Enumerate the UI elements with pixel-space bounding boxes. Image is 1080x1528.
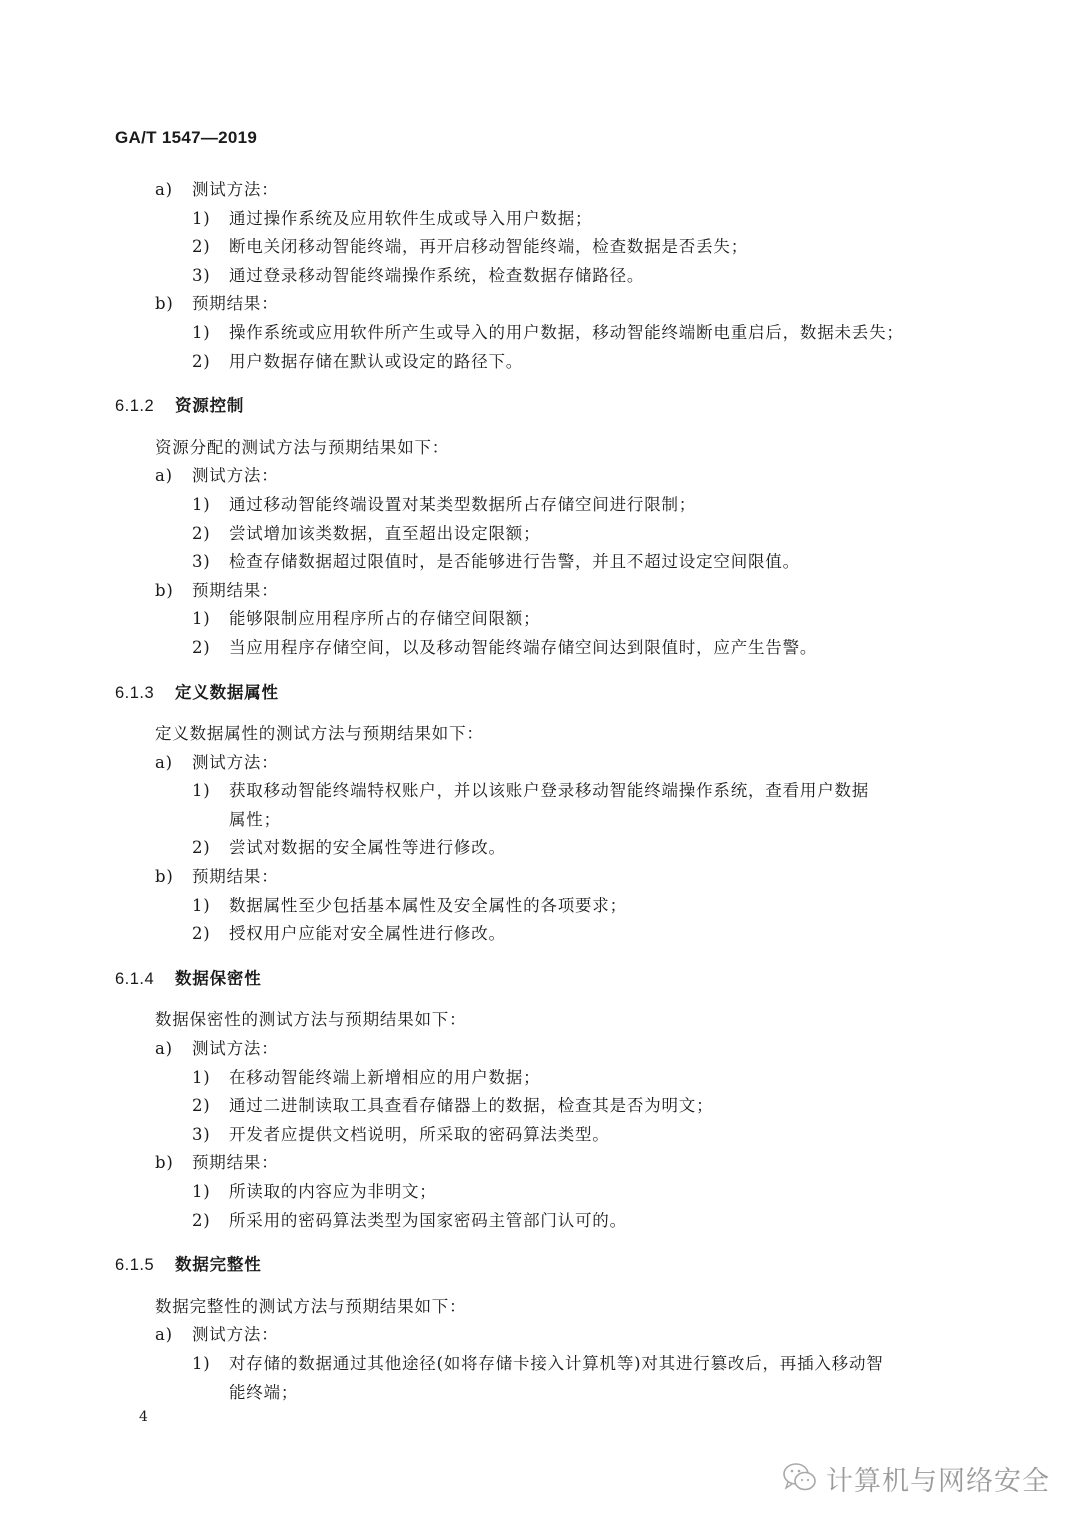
line-text: 预期结果： xyxy=(192,580,279,600)
line-text: 测试方法： xyxy=(192,466,279,486)
line-text: 所采用的密码算法类型为国家密码主管部门认可的。 xyxy=(229,1210,627,1230)
line-text: 在移动智能终端上新增相应的用户数据； xyxy=(229,1067,541,1087)
section-title: 资源控制 xyxy=(175,396,245,416)
list-marker: 3) xyxy=(192,265,211,285)
line-text: 属性； xyxy=(229,809,281,829)
line-text: 测试方法： xyxy=(192,180,279,199)
section-intro xyxy=(0,1006,1080,1035)
section-number: 6.1.2 xyxy=(115,397,155,416)
wechat-icon xyxy=(782,1462,818,1494)
list-marker: 1) xyxy=(192,1353,211,1373)
section-title: 数据完整性 xyxy=(175,1255,262,1275)
section-heading xyxy=(0,965,1080,994)
section-intro xyxy=(0,434,1080,463)
list-marker: 2) xyxy=(192,1210,211,1230)
list-item xyxy=(0,892,1080,921)
list-marker: 1) xyxy=(192,322,211,342)
list-item xyxy=(0,233,1080,262)
list-marker: 1) xyxy=(192,494,211,514)
list-marker: 2) xyxy=(192,1096,211,1116)
line-text: 对存储的数据通过其他途径(如将存储卡接入计算机等)对其进行篡改后，再插入移动智 xyxy=(229,1353,884,1373)
list-item xyxy=(0,1121,1080,1150)
line-text: 操作系统或应用软件所产生或导入的用户数据，移动智能终端断电重启后，数据未丢失； xyxy=(229,322,904,342)
list-item xyxy=(0,520,1080,549)
section-number: 6.1.4 xyxy=(115,969,155,988)
line-text: 预期结果： xyxy=(192,867,279,887)
section-heading xyxy=(0,392,1080,421)
list-marker: 2) xyxy=(192,523,211,543)
line-text: 定义数据属性的测试方法与预期结果如下： xyxy=(155,724,484,744)
line-text: 预期结果： xyxy=(192,1153,279,1173)
line-text: 尝试对数据的安全属性等进行修改。 xyxy=(229,838,506,858)
line-text: 测试方法： xyxy=(192,1325,279,1345)
list-marker: b) xyxy=(155,580,174,600)
line-text: 授权用户应能对安全属性进行修改。 xyxy=(229,924,506,944)
section-title: 数据保密性 xyxy=(175,968,262,988)
list-marker: 3) xyxy=(192,1124,211,1144)
line-text: 断电关闭移动智能终端，再开启移动智能终端，检查数据是否丢失； xyxy=(229,237,748,257)
list-marker: a) xyxy=(155,752,173,772)
watermark xyxy=(782,1460,1050,1496)
section-title: 定义数据属性 xyxy=(175,682,279,702)
section-heading xyxy=(0,1251,1080,1280)
list-marker: b) xyxy=(155,867,174,887)
line-text: 数据保密性的测试方法与预期结果如下： xyxy=(155,1010,467,1030)
list-marker: 1) xyxy=(192,781,211,801)
line-text: 数据属性至少包括基本属性及安全属性的各项要求； xyxy=(229,895,627,915)
list-marker-line xyxy=(0,290,1080,319)
list-item xyxy=(0,605,1080,634)
page-number: 4 xyxy=(139,1409,148,1425)
line-text: 预期结果： xyxy=(192,294,279,314)
list-item-continuation xyxy=(0,1379,1080,1408)
line-text: 检查存储数据超过限值时，是否能够进行告警，并且不超过设定空间限值。 xyxy=(229,552,800,572)
standard-id: GA/T 1547—2019 xyxy=(115,128,258,147)
line-text: 测试方法： xyxy=(192,752,279,772)
list-item xyxy=(0,1350,1080,1379)
list-marker: 2) xyxy=(192,924,211,944)
section-intro xyxy=(0,720,1080,749)
list-marker: b) xyxy=(155,294,174,314)
list-marker: 1) xyxy=(192,895,211,915)
line-text: 资源分配的测试方法与预期结果如下： xyxy=(155,437,450,457)
list-marker: b) xyxy=(155,1153,174,1173)
list-item xyxy=(0,348,1080,377)
list-item xyxy=(0,548,1080,577)
list-marker: 2) xyxy=(192,351,211,371)
list-item xyxy=(0,834,1080,863)
list-item xyxy=(0,319,1080,348)
line-text: 数据完整性的测试方法与预期结果如下： xyxy=(155,1296,467,1316)
line-text: 通过登录移动智能终端操作系统，检查数据存储路径。 xyxy=(229,265,645,285)
list-marker-line xyxy=(0,749,1080,778)
list-item xyxy=(0,262,1080,291)
list-marker-line xyxy=(0,1149,1080,1178)
watermark-text: 计算机与网络安全 xyxy=(826,1465,1050,1497)
list-marker: 1) xyxy=(192,1182,211,1201)
line-text: 测试方法： xyxy=(192,1039,279,1059)
list-item xyxy=(0,777,1080,806)
list-marker: 1) xyxy=(192,609,211,629)
list-marker-line xyxy=(0,176,1080,205)
list-marker: 2) xyxy=(192,637,211,657)
line-text: 通过二进制读取工具查看存储器上的数据，检查其是否为明文； xyxy=(229,1096,714,1116)
section-number: 6.1.3 xyxy=(115,683,155,702)
list-item xyxy=(0,491,1080,520)
line-text: 获取移动智能终端特权账户，并以该账户登录移动智能终端操作系统，查看用户数据 xyxy=(229,781,870,801)
list-marker: a) xyxy=(155,1039,173,1059)
list-marker-line xyxy=(0,1321,1080,1350)
line-text: 所读取的内容应为非明文； xyxy=(229,1182,437,1201)
list-item xyxy=(0,1207,1080,1236)
list-marker-line xyxy=(0,1035,1080,1064)
list-item xyxy=(0,920,1080,949)
section-number: 6.1.5 xyxy=(115,1256,155,1275)
line-text: 开发者应提供文档说明，所采取的密码算法类型。 xyxy=(229,1124,610,1144)
line-text: 通过移动智能终端设置对某类型数据所占存储空间进行限制； xyxy=(229,494,697,514)
list-item xyxy=(0,1092,1080,1121)
list-marker: 2) xyxy=(192,237,211,257)
list-item xyxy=(0,1064,1080,1093)
list-item xyxy=(0,1178,1080,1207)
list-item xyxy=(0,205,1080,234)
line-text: 尝试增加该类数据，直至超出设定限额； xyxy=(229,523,541,543)
list-marker-line xyxy=(0,577,1080,606)
section-intro xyxy=(0,1293,1080,1322)
line-text: 用户数据存储在默认或设定的路径下。 xyxy=(229,351,524,371)
list-item xyxy=(0,634,1080,663)
list-marker-line xyxy=(0,863,1080,892)
line-text: 能够限制应用程序所占的存储空间限额； xyxy=(229,609,541,629)
list-marker: a) xyxy=(155,180,173,199)
list-marker: a) xyxy=(155,1325,173,1345)
document-body xyxy=(0,176,1080,1407)
list-marker: a) xyxy=(155,466,173,486)
line-text: 能终端； xyxy=(229,1382,299,1402)
list-marker: 1) xyxy=(192,1067,211,1087)
list-marker: 2) xyxy=(192,838,211,858)
line-text: 通过操作系统及应用软件生成或导入用户数据； xyxy=(229,208,593,228)
section-heading xyxy=(0,679,1080,708)
line-text: 当应用程序存储空间，以及移动智能终端存储空间达到限值时，应产生告警。 xyxy=(229,637,818,657)
list-item-continuation xyxy=(0,806,1080,835)
list-marker: 3) xyxy=(192,552,211,572)
list-marker-line xyxy=(0,462,1080,491)
list-marker: 1) xyxy=(192,208,211,228)
